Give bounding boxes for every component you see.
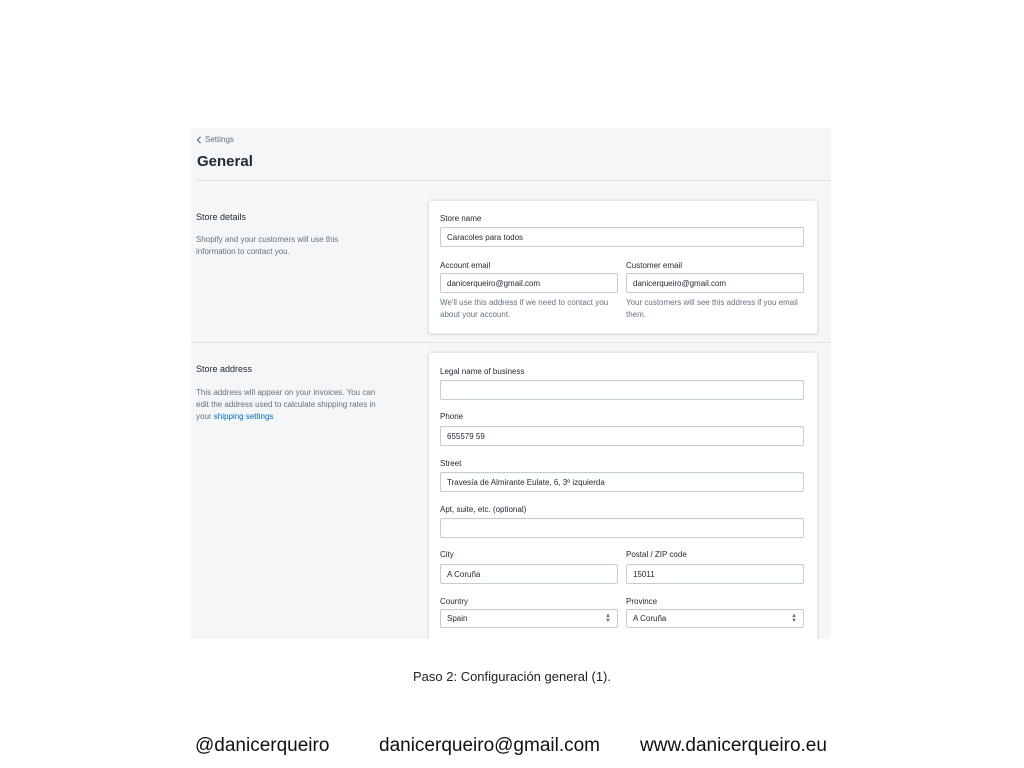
store-name-input[interactable]: Caracoles para todos [440,227,804,247]
caption-step: Paso 2: [412,669,458,684]
store-name-label: Store name [440,214,482,223]
page-title: General [197,153,253,170]
shipping-settings-link[interactable]: shipping settings [213,412,274,421]
select-arrows-icon: ▲ ▼ [791,613,797,624]
country-select[interactable] [440,609,618,628]
postal-code-input[interactable]: 15011 [626,564,804,584]
store-address-description-text: This address will appear on your invoices. You can edit the address used to calculate shipping rates in your [196,388,376,421]
phone-input[interactable]: 655579 59 [440,426,804,446]
store-details-title: Store details [196,212,247,222]
legal-name-input[interactable] [440,380,804,400]
customer-email-input[interactable]: danicerqueiro@gmail.com [626,273,804,293]
customer-email-label: Customer email [626,261,683,270]
footer-handle: @danicerqueiro [195,735,330,756]
header-divider [196,180,831,181]
store-address-title: Store address [196,364,253,374]
chevron-left-icon [196,136,202,144]
account-email-input[interactable]: danicerqueiro@gmail.com [440,273,618,293]
store-details-description: Shopify and your customers will use this information to contact you. [196,235,339,256]
footer-website: www.danicerqueiro.eu [640,735,827,756]
store-address-card [428,352,818,639]
country-select-value: Spain [447,614,468,623]
apt-input[interactable] [440,518,804,538]
store-details-card [428,200,818,334]
country-label: Country [440,597,469,606]
street-label: Street [440,459,462,468]
street-input[interactable]: Travesía de Almirante Eulate, 6, 3º izquierda [440,472,804,492]
city-input[interactable]: A Coruña [440,564,618,584]
account-email-help: We'll use this address if we need to contact you about your account. [440,298,609,319]
phone-label: Phone [440,412,464,421]
postal-code-label: Postal / ZIP code [626,550,687,559]
caption-text: Configuración general (1). [457,669,611,684]
slide-caption [0,669,1024,684]
footer-email: danicerqueiro@gmail.com [379,735,600,756]
section-divider [191,342,831,343]
apt-label: Apt, suite, etc. (optional) [440,505,527,514]
province-select-value: A Coruña [633,614,667,623]
back-label: Settings [205,135,234,144]
province-select[interactable] [626,609,804,628]
screenshot-frame [191,128,831,639]
back-to-settings-link[interactable] [196,135,234,144]
select-arrows-icon: ▲ ▼ [605,613,611,624]
account-email-label: Account email [440,261,491,270]
city-label: City [440,550,454,559]
legal-name-label: Legal name of business [440,367,525,376]
province-label: Province [626,597,658,606]
store-address-description [196,387,386,423]
customer-email-help: Your customers will see this address if you email them. [626,298,798,319]
